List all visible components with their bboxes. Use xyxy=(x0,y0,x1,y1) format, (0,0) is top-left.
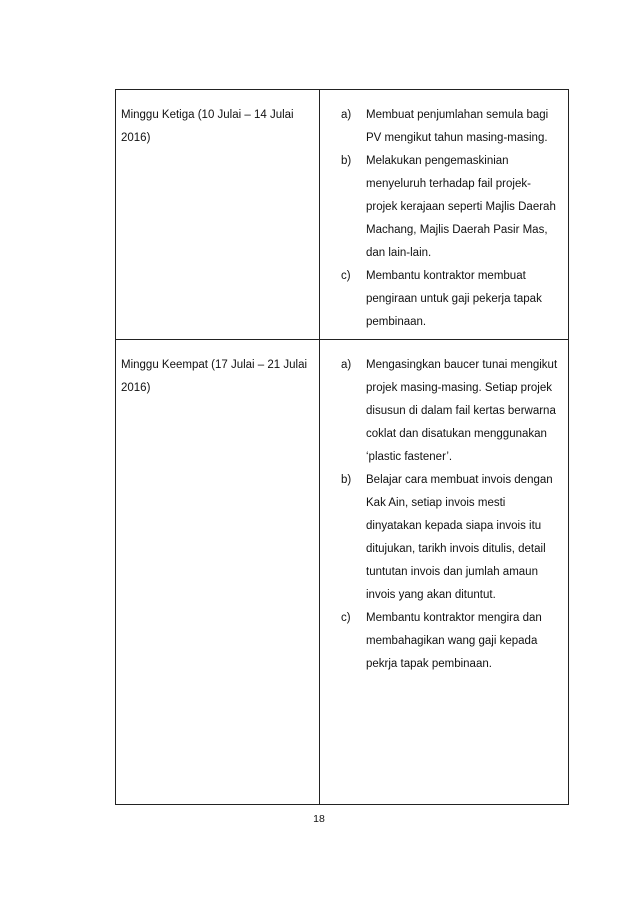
table-row xyxy=(116,340,569,805)
week-cell xyxy=(116,90,320,340)
item-marker: b) xyxy=(341,155,352,167)
list-item xyxy=(341,469,558,607)
item-text: Membantu kontraktor mengira dan membahagikan wang gaji kepada pekrja tapak pembinaan. xyxy=(366,612,542,670)
page-number: 18 xyxy=(313,813,325,825)
activities-cell xyxy=(320,340,569,805)
activity-list xyxy=(320,340,568,676)
activity-list xyxy=(320,90,568,334)
item-marker: c) xyxy=(341,612,351,624)
activity-table xyxy=(115,89,569,805)
list-item xyxy=(341,104,558,150)
list-item xyxy=(341,150,558,265)
week-cell xyxy=(116,340,320,805)
item-marker: b) xyxy=(341,474,352,486)
activities-cell xyxy=(320,90,569,340)
item-text: Melakukan pengemaskinian menyeluruh terhadap fail projek-projek kerajaan seperti Majlis Daerah Machang, Majlis Daerah Pasir Mas, dan lain-lain. xyxy=(366,155,556,259)
item-marker: a) xyxy=(341,359,352,371)
item-marker: c) xyxy=(341,270,351,282)
list-item xyxy=(341,354,558,469)
week-label: Minggu Ketiga (10 Julai – 14 Julai 2016) xyxy=(121,109,294,144)
item-marker: a) xyxy=(341,109,352,121)
item-text: Mengasingkan baucer tunai mengikut projek masing-masing. Setiap projek disusun di dalam fail kertas berwarna coklat dan disatukan menggunakan ‘plastic fastener’. xyxy=(366,359,558,463)
list-item xyxy=(341,265,558,334)
table-row xyxy=(116,90,569,340)
week-label: Minggu Keempat (17 Julai – 21 Julai 2016) xyxy=(121,359,308,394)
item-text: Membantu kontraktor membuat pengiraan untuk gaji pekerja tapak pembinaan. xyxy=(366,270,542,328)
item-text: Membuat penjumlahan semula bagi PV mengikut tahun masing-masing. xyxy=(366,109,549,144)
item-text: Belajar cara membuat invois dengan Kak Ain, setiap invois mesti dinyatakan kepada siapa invois itu ditujukan, tarikh invois ditulis, detail tuntutan invois dan jumlah amaun invois yang akan dituntut. xyxy=(366,474,553,601)
list-item xyxy=(341,607,558,676)
